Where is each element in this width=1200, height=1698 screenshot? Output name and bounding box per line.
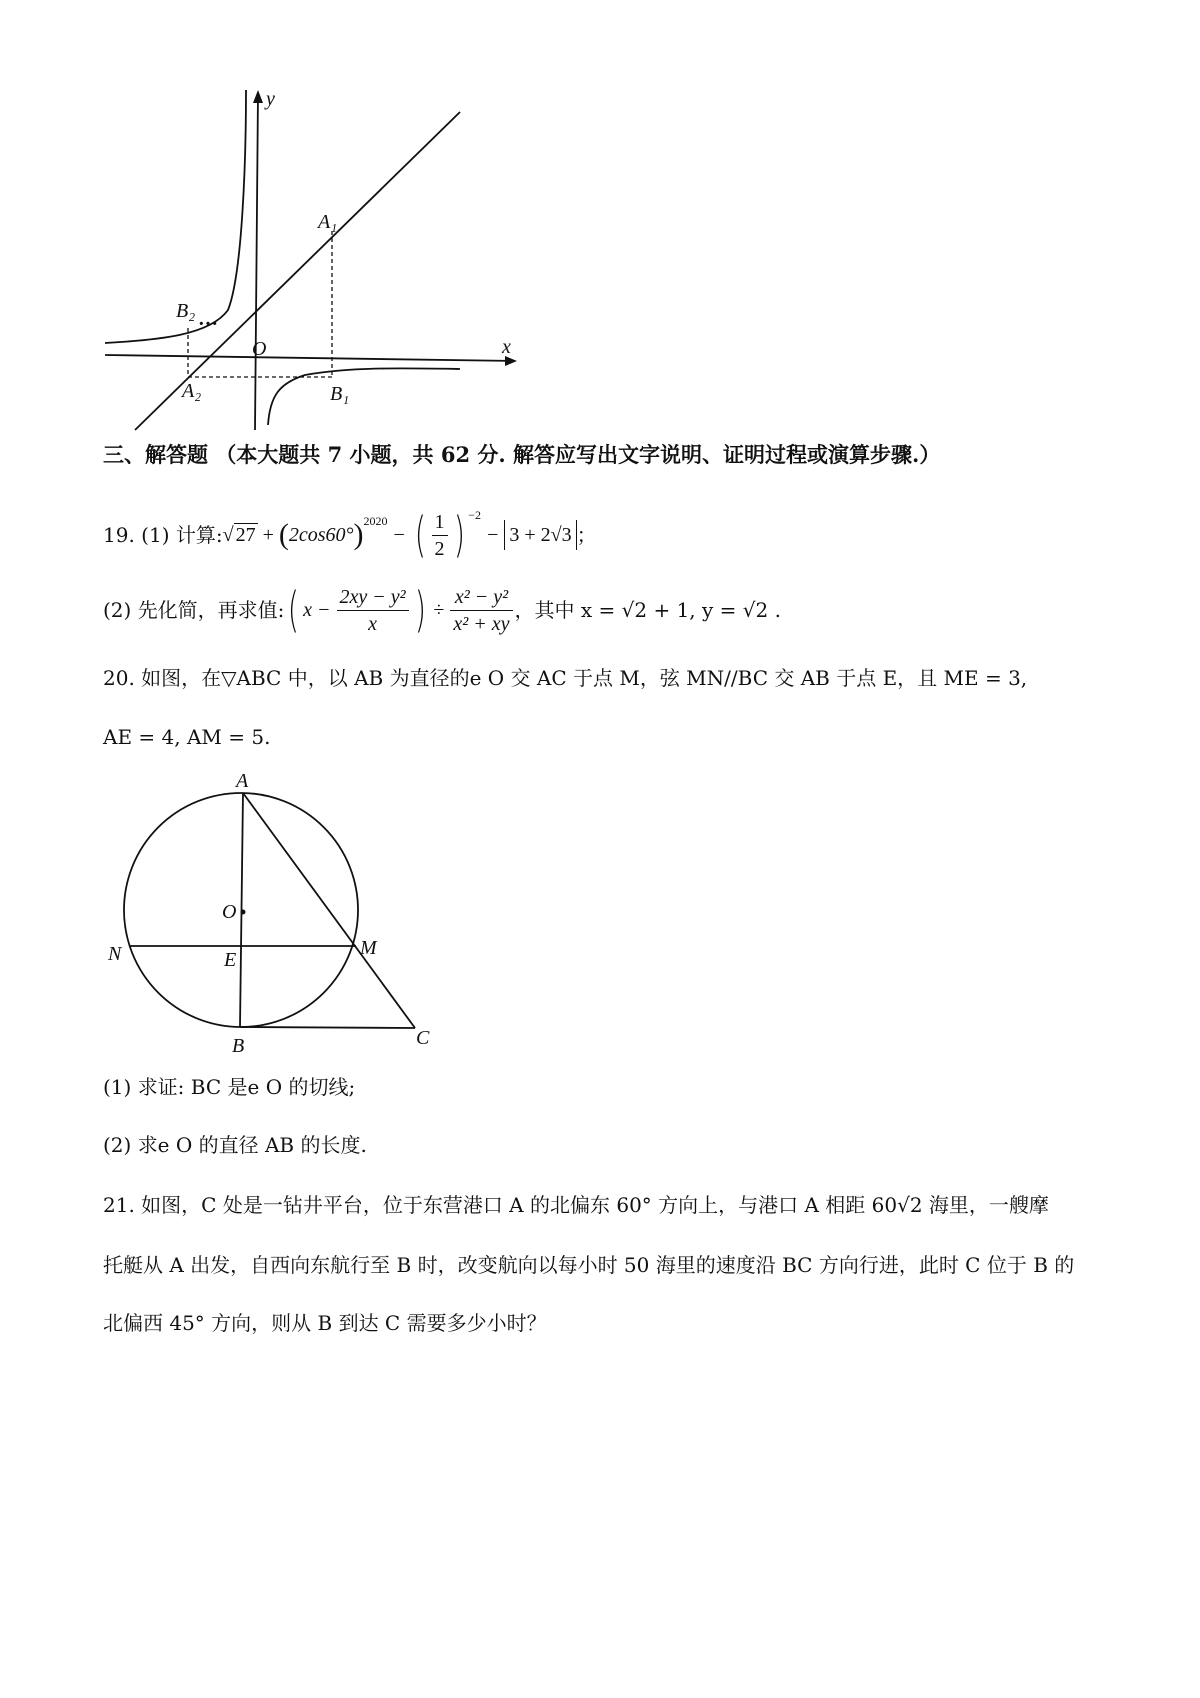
label-o: O (222, 901, 237, 923)
minus-1: − (393, 524, 405, 546)
q21-line3: 北偏西 45° 方向，则从 B 到达 C 需要多少小时？ (103, 1311, 547, 1335)
q19-part2-label: (2) 先化简，再求值: (103, 598, 285, 622)
label-a1: A₁ (318, 211, 338, 233)
fraction-2 (450, 584, 512, 637)
label-m: M (360, 937, 377, 959)
paren-right: ) (453, 507, 465, 563)
big-paren-left: ( (288, 582, 300, 638)
label-e: E (224, 949, 237, 971)
open-paren: ( (278, 518, 289, 551)
label-a2: A₂ (182, 380, 202, 402)
close-paren: ) (353, 518, 364, 551)
q19-part1-label: 19. (1) 计算: (103, 523, 223, 547)
divide-sign: ÷ (433, 599, 445, 621)
label-b1: B₁ (330, 383, 350, 405)
absolute-value: 3 + 2√3 (504, 520, 576, 550)
fraction-1-den: x (368, 612, 378, 635)
fraction-2-den: x² + xy (453, 612, 510, 635)
fraction-1 (337, 584, 409, 637)
minus-2: − (487, 524, 499, 546)
q20-part2: (2) 求e O 的直径 AB 的长度. (103, 1133, 367, 1157)
q20-line2: AE = 4, AM = 5. (103, 725, 271, 749)
half-fraction (432, 509, 448, 562)
label-b2: B₂ (176, 300, 196, 322)
exponent-neg2: −2 (468, 508, 482, 522)
label-dots: ··· (198, 313, 219, 335)
q21-line1: 21. 如图，C 处是一钻井平台，位于东营港口 A 的北偏东 60° 方向上，与港口 A 相距 60√2 海里，一艘摩 (103, 1193, 1049, 1217)
q19-part1 (103, 505, 597, 565)
fraction-1-num: 2xy − y² (337, 584, 409, 611)
q21-line2: 托艇从 A 出发，自西向东航行至 B 时，改变航向以每小时 50 海里的速度沿 BC 方向行进，此时 C 位于 B 的 (103, 1253, 1075, 1277)
x-minus: x − (303, 599, 331, 621)
exponent-2020: 2020 (363, 514, 388, 528)
q19-end: ； (576, 523, 597, 547)
x-axis (105, 355, 515, 361)
center-dot (241, 910, 246, 915)
q19-part2 (103, 575, 781, 645)
section-heading: 三、解答题 （本大题共 7 小题，共 62 分. 解答应写出文字说明、证明过程或演算步骤.） (103, 442, 941, 467)
q20-line1: 20. 如图，在▽ABC 中，以 AB 为直径的e O 交 AC 于点 M，弦 MN//BC 交 AB 于点 E，且 ME = 3, (103, 666, 1028, 690)
plus-sign: + (257, 524, 279, 546)
circle-geometry-figure (100, 770, 450, 1070)
segment-ac (243, 793, 415, 1028)
label-b: B (232, 1035, 245, 1057)
hyperbola-line-figure (100, 85, 530, 435)
label-n: N (108, 943, 122, 965)
label-origin: O (252, 338, 267, 360)
y-axis (255, 93, 258, 430)
segment-bc (240, 1027, 415, 1028)
sqrt-27: √ 27 (222, 524, 256, 546)
fraction-2-num: x² − y² (450, 584, 512, 611)
big-paren-right: ) (414, 582, 426, 638)
paren-left: ( (414, 507, 426, 563)
label-x: x (502, 336, 511, 358)
q19-where: ，其中 x = √2 + 1, y = √2 . (514, 598, 781, 622)
half-num: 1 (432, 509, 448, 536)
cos-expression: 2cos60° (288, 524, 354, 546)
label-a: A (236, 770, 249, 792)
y-axis-arrow (253, 90, 263, 103)
q20-part1: (1) 求证: BC 是e O 的切线; (103, 1075, 356, 1099)
label-y: y (266, 88, 275, 110)
label-c: C (416, 1027, 430, 1049)
half-den: 2 (434, 537, 445, 560)
